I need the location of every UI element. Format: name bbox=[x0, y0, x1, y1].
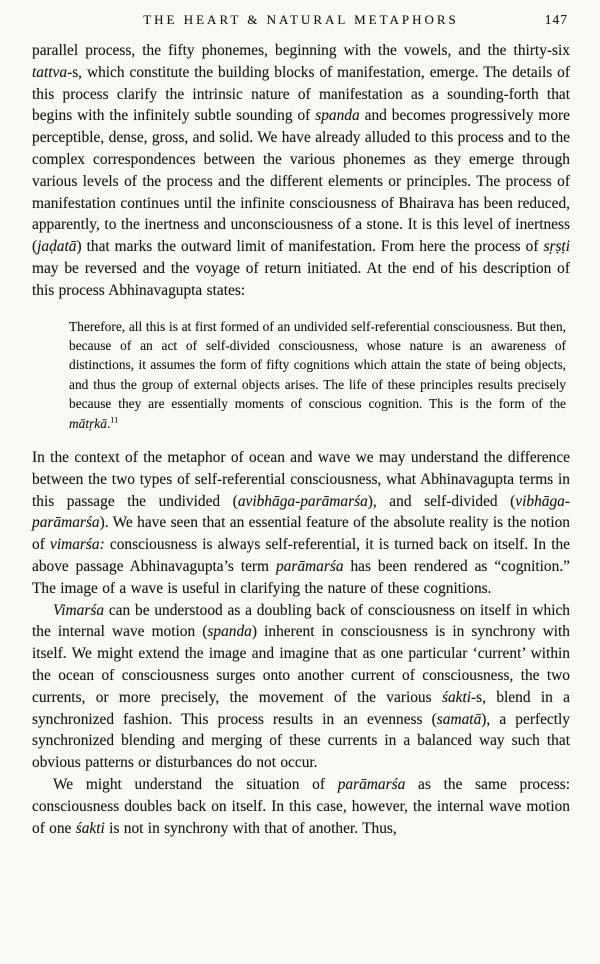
footnote-marker: 11 bbox=[110, 415, 119, 425]
text-run: parallel process, the fifty phonemes, beginning with the vowels, and the thirty-six bbox=[32, 42, 570, 59]
text-run: ), and self-divided ( bbox=[367, 492, 516, 510]
text-run: ) that marks the outward limit of manifestation. From here the process of bbox=[76, 238, 544, 256]
italic-term: sṛṣṭi bbox=[543, 238, 570, 256]
italic-term: śakti bbox=[75, 819, 105, 837]
italic-term: parāmarśa bbox=[275, 557, 344, 575]
text-run: ). We have seen that an essential feature of the absolute reality is the notion of bbox=[32, 514, 570, 554]
text-run: . bbox=[106, 415, 111, 431]
text-run: We might understand the situation of bbox=[53, 775, 338, 793]
paragraph bbox=[32, 774, 570, 839]
italic-term: vibhāga-parāmarśa bbox=[32, 492, 570, 532]
text-run: ) inherent in consciousness is in synchrony with itself. We might extend the image and imagine that as one particular ‘current’ within the ocean of consciousness surges onto another current of consciousness, the two currents, or more precisely, the movement of the various bbox=[32, 623, 570, 706]
italic-term: spanda bbox=[315, 107, 360, 125]
text-run: as the same process: consciousness doubles back on itself. In this case, however, the internal wave motion of one bbox=[32, 775, 570, 837]
italic-term: Vimarśa bbox=[53, 601, 105, 619]
italic-term: spanda bbox=[207, 623, 252, 641]
text-run: Therefore, all this is at first formed of an undivided self-referential consciousness. But then, because of an act of self-divided consciousness, whose nature is an awareness of distinctions, it assumes the form of fifty cognitions which attain the state of being objects, and thus the group of external objects arises. The life of these principles results precisely because they are essentially moments of conscious cognition. This is the form of the bbox=[69, 318, 566, 412]
paragraph bbox=[32, 600, 570, 774]
italic-term: śakti bbox=[441, 688, 472, 706]
text-run: can be understood as a doubling back of consciousness on itself in which the internal wave motion ( bbox=[32, 601, 570, 641]
text-run: In the context of the metaphor of ocean and wave we may understand the difference between the two types of self-referential consciousness, what Abhinavagupta terms in this passage the undivided ( bbox=[32, 449, 570, 510]
italic-term: tattva bbox=[32, 63, 68, 81]
text-column bbox=[32, 40, 570, 839]
text-run: and becomes progressively more perceptible, dense, gross, and solid. We have already alluded to this process and to the complex correspondences between the various phonemes as they emerge through various levels of the process and the different elements or principles. The process of manifestation continues until the infinite consciousness of Bhairava has been reduced, apparently, to the inertness and unconsciousness of a stone. It is this level of inertness ( bbox=[32, 107, 570, 256]
italic-term: jaḍatā bbox=[37, 238, 77, 256]
italic-term: avibhāga-parāmarśa bbox=[237, 492, 368, 510]
text-run: has been rendered as “cognition.” The image of a wave is useful in clarifying the nature of these cognitions. bbox=[32, 557, 570, 597]
page-number: 147 bbox=[544, 12, 568, 27]
page-header bbox=[32, 8, 570, 40]
italic-term: samatā bbox=[436, 710, 482, 728]
text-run: may be reversed and the voyage of return initiated. At the end of his description of this process Abhinavagupta states: bbox=[32, 259, 570, 299]
text-run: -s, which constitute the building blocks of manifestation, emerge. The details of this process clarify the intrinsic nature of manifestation as a sounding-forth that begins with the infinitely subtle sounding of bbox=[32, 63, 570, 125]
paragraph bbox=[32, 40, 570, 302]
running-title: THE HEART & NATURAL METAPHORS bbox=[143, 12, 459, 27]
italic-term: vimarśa: bbox=[49, 536, 105, 554]
text-run: consciousness is always self-referential, it is turned back on itself. In the above passage Abhinavagupta’s term bbox=[32, 536, 571, 575]
text-run: is not in synchrony with that of another. Thus, bbox=[104, 819, 397, 837]
text-run: ), a perfectly synchronized blending and merging of these currents in a balanced way such that obvious patterns or disturbances do not occur. bbox=[32, 710, 570, 772]
italic-term: mātṛkā bbox=[69, 415, 107, 431]
block-quote bbox=[69, 317, 566, 433]
text-run: -s, blend in a synchronized fashion. This process results in an evenness ( bbox=[32, 688, 570, 728]
paragraph bbox=[32, 447, 570, 600]
italic-term: parāmarśa bbox=[337, 775, 406, 793]
